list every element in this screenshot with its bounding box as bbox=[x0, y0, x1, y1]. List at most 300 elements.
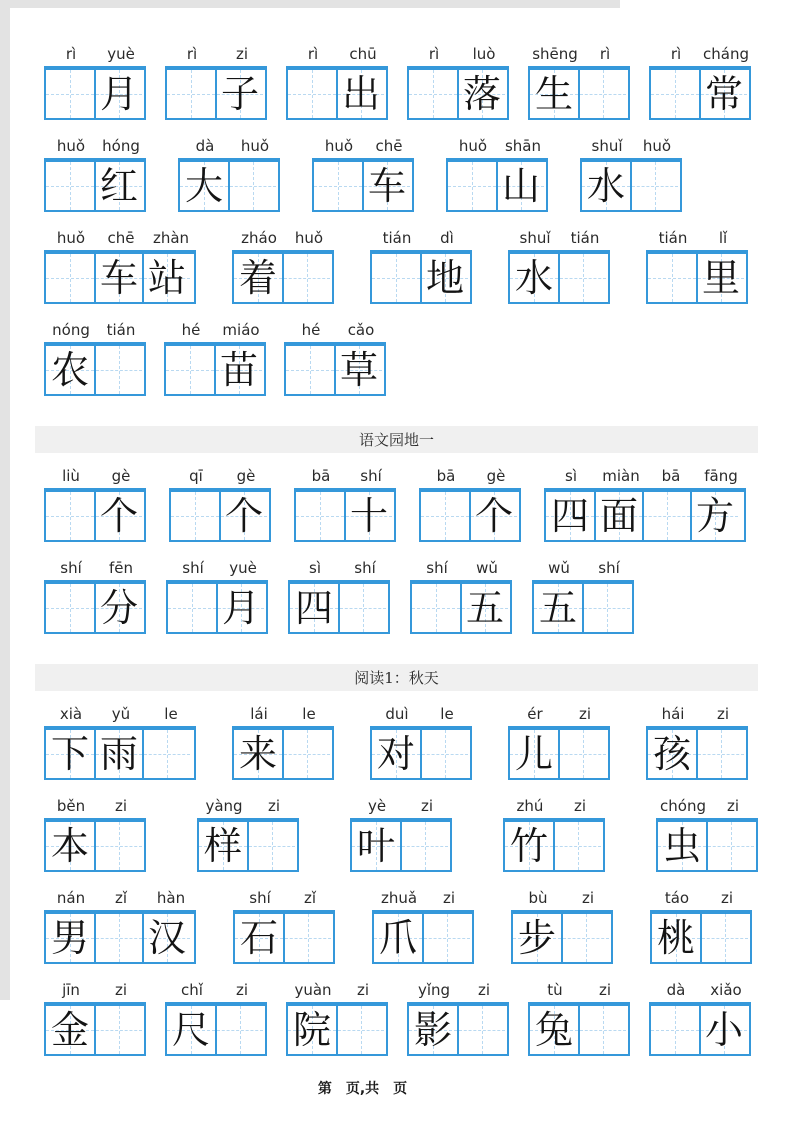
pinyin-row bbox=[169, 466, 271, 486]
empty-writing-box bbox=[314, 162, 362, 210]
character-box bbox=[374, 914, 422, 962]
pinyin-syllable: zi bbox=[581, 889, 595, 907]
character-box bbox=[94, 162, 142, 210]
pinyin-row bbox=[44, 980, 146, 1000]
pinyin-row bbox=[370, 228, 472, 248]
writing-box-group bbox=[446, 158, 548, 212]
pinyin-syllable: bù bbox=[528, 889, 548, 907]
pinyin-row bbox=[446, 136, 548, 156]
writing-box-group bbox=[508, 250, 610, 304]
writing-box-group bbox=[197, 818, 299, 872]
character-box bbox=[46, 822, 94, 870]
word-row bbox=[44, 44, 751, 120]
writing-box-group bbox=[580, 158, 682, 212]
character-box bbox=[530, 1006, 578, 1054]
pinyin-row bbox=[44, 228, 196, 248]
empty-writing-box bbox=[642, 492, 690, 540]
character-glyph: 大 bbox=[184, 164, 223, 208]
word-group bbox=[44, 558, 146, 634]
word-group bbox=[165, 44, 267, 120]
character-glyph: 尺 bbox=[171, 1008, 210, 1052]
word-row bbox=[44, 466, 746, 542]
word-group bbox=[650, 888, 752, 964]
pinyin-syllable: yuàn bbox=[294, 981, 332, 999]
empty-writing-box bbox=[338, 584, 386, 632]
writing-box-group bbox=[532, 580, 634, 634]
character-box bbox=[142, 914, 190, 962]
character-box bbox=[288, 1006, 336, 1054]
character-box bbox=[372, 730, 420, 778]
empty-writing-box bbox=[167, 70, 215, 118]
writing-box-group bbox=[44, 726, 196, 780]
pinyin-row bbox=[508, 228, 610, 248]
character-box bbox=[94, 730, 142, 778]
empty-writing-box bbox=[558, 730, 606, 778]
word-group bbox=[178, 136, 280, 212]
pinyin-syllable: sì bbox=[565, 467, 577, 485]
writing-box-group bbox=[646, 250, 748, 304]
pinyin-row bbox=[580, 136, 682, 156]
pinyin-syllable: wǔ bbox=[548, 559, 570, 577]
character-box bbox=[469, 492, 517, 540]
character-glyph: 十 bbox=[349, 494, 388, 538]
pinyin-syllable: hái bbox=[661, 705, 685, 723]
character-box bbox=[457, 70, 505, 118]
writing-box-group bbox=[370, 250, 472, 304]
pinyin-syllable: liù bbox=[62, 467, 80, 485]
word-group bbox=[232, 704, 334, 780]
character-box bbox=[46, 1006, 94, 1054]
pinyin-syllable: le bbox=[440, 705, 454, 723]
character-box bbox=[199, 822, 247, 870]
empty-writing-box bbox=[296, 492, 344, 540]
character-glyph: 个 bbox=[99, 494, 138, 538]
pinyin-syllable: shuǐ bbox=[591, 137, 623, 155]
character-box bbox=[235, 914, 283, 962]
pinyin-syllable: zi bbox=[477, 981, 491, 999]
character-glyph: 步 bbox=[517, 916, 556, 960]
empty-writing-box bbox=[420, 730, 468, 778]
character-glyph: 落 bbox=[462, 72, 501, 116]
character-box bbox=[510, 254, 558, 302]
empty-writing-box bbox=[336, 1006, 384, 1054]
character-glyph: 红 bbox=[99, 164, 138, 208]
writing-box-group bbox=[232, 726, 334, 780]
pinyin-syllable: zi bbox=[716, 705, 730, 723]
character-glyph: 儿 bbox=[514, 732, 553, 776]
writing-box-group bbox=[350, 818, 452, 872]
word-row bbox=[44, 228, 748, 304]
writing-box-group bbox=[44, 250, 196, 304]
pinyin-row bbox=[646, 704, 748, 724]
character-box bbox=[460, 584, 508, 632]
word-group bbox=[446, 136, 548, 212]
word-row bbox=[44, 320, 386, 396]
pinyin-syllable: zi bbox=[235, 981, 249, 999]
pinyin-syllable: zháo bbox=[241, 229, 277, 247]
writing-box-group bbox=[528, 66, 630, 120]
writing-box-group bbox=[370, 726, 472, 780]
empty-writing-box bbox=[46, 162, 94, 210]
word-group bbox=[511, 888, 613, 964]
pinyin-syllable: hóng bbox=[102, 137, 140, 155]
pinyin-syllable: dà bbox=[195, 137, 215, 155]
character-box bbox=[344, 492, 392, 540]
pinyin-row bbox=[44, 320, 146, 340]
pinyin-syllable: nán bbox=[56, 889, 86, 907]
word-group bbox=[656, 796, 758, 872]
character-box bbox=[582, 162, 630, 210]
word-group bbox=[649, 44, 751, 120]
word-row bbox=[44, 796, 758, 872]
empty-writing-box bbox=[696, 730, 744, 778]
empty-writing-box bbox=[46, 492, 94, 540]
pinyin-syllable: yuè bbox=[107, 45, 135, 63]
empty-writing-box bbox=[142, 730, 190, 778]
character-box bbox=[46, 914, 94, 962]
pinyin-syllable: le bbox=[164, 705, 178, 723]
character-box bbox=[215, 70, 263, 118]
pinyin-syllable: táo bbox=[664, 889, 690, 907]
writing-box-group bbox=[646, 726, 748, 780]
writing-box-group bbox=[508, 726, 610, 780]
character-box bbox=[336, 70, 384, 118]
pinyin-syllable: shí bbox=[354, 559, 376, 577]
character-glyph: 站 bbox=[147, 256, 186, 300]
pinyin-syllable: zi bbox=[267, 797, 281, 815]
character-glyph: 小 bbox=[704, 1008, 743, 1052]
pinyin-row bbox=[178, 136, 280, 156]
character-glyph: 里 bbox=[701, 256, 740, 300]
pinyin-syllable: zi bbox=[598, 981, 612, 999]
character-box bbox=[290, 584, 338, 632]
pinyin-syllable: nóng bbox=[52, 321, 90, 339]
character-glyph: 桃 bbox=[656, 916, 695, 960]
empty-writing-box bbox=[700, 914, 748, 962]
pinyin-syllable: lái bbox=[250, 705, 268, 723]
character-box bbox=[94, 254, 142, 302]
word-group bbox=[532, 558, 634, 634]
writing-box-group bbox=[44, 488, 146, 542]
word-group bbox=[44, 888, 196, 964]
writing-box-group bbox=[407, 66, 509, 120]
word-group bbox=[164, 320, 266, 396]
character-glyph: 金 bbox=[50, 1008, 89, 1052]
pinyin-row bbox=[370, 704, 472, 724]
character-box bbox=[142, 254, 190, 302]
writing-box-group bbox=[178, 158, 280, 212]
empty-writing-box bbox=[553, 822, 601, 870]
character-glyph: 个 bbox=[474, 494, 513, 538]
page-edge-shadow-top bbox=[0, 0, 620, 8]
character-box bbox=[352, 822, 400, 870]
pinyin-syllable: zi bbox=[442, 889, 456, 907]
word-group bbox=[232, 228, 334, 304]
empty-writing-box bbox=[558, 254, 606, 302]
character-box bbox=[46, 346, 94, 394]
word-row bbox=[44, 888, 752, 964]
word-group bbox=[165, 980, 267, 1056]
character-box bbox=[594, 492, 642, 540]
pinyin-syllable: rì bbox=[670, 45, 682, 63]
character-glyph: 月 bbox=[99, 72, 138, 116]
pinyin-syllable: lǐ bbox=[718, 229, 728, 247]
word-group bbox=[44, 228, 196, 304]
writing-box-group bbox=[288, 580, 390, 634]
page-edge-shadow-left bbox=[0, 0, 10, 1000]
pinyin-syllable: yàng bbox=[205, 797, 243, 815]
pinyin-syllable: huǒ bbox=[642, 137, 672, 155]
pinyin-syllable: shuǐ bbox=[519, 229, 551, 247]
character-glyph: 常 bbox=[704, 72, 743, 116]
character-box bbox=[652, 914, 700, 962]
pinyin-row bbox=[649, 980, 751, 1000]
character-glyph: 兔 bbox=[534, 1008, 573, 1052]
character-glyph: 水 bbox=[514, 256, 553, 300]
word-group bbox=[646, 704, 748, 780]
pinyin-syllable: zi bbox=[235, 45, 249, 63]
character-box bbox=[699, 1006, 747, 1054]
pinyin-syllable: zi bbox=[420, 797, 434, 815]
pinyin-row bbox=[646, 228, 748, 248]
writing-box-group bbox=[44, 818, 146, 872]
pinyin-syllable: yǔ bbox=[111, 705, 131, 723]
pinyin-syllable: tián bbox=[382, 229, 412, 247]
empty-writing-box bbox=[286, 346, 334, 394]
empty-writing-box bbox=[46, 584, 94, 632]
writing-box-group bbox=[232, 250, 334, 304]
word-group bbox=[44, 320, 146, 396]
empty-writing-box bbox=[409, 70, 457, 118]
character-box bbox=[234, 254, 282, 302]
character-glyph: 样 bbox=[203, 824, 242, 868]
pinyin-syllable: shí bbox=[360, 467, 382, 485]
pinyin-syllable: fāng bbox=[704, 467, 738, 485]
word-group bbox=[419, 466, 521, 542]
character-glyph: 苗 bbox=[219, 348, 258, 392]
word-group bbox=[649, 980, 751, 1056]
pinyin-syllable: zi bbox=[356, 981, 370, 999]
pinyin-syllable: miàn bbox=[602, 467, 640, 485]
pinyin-syllable: tián bbox=[106, 321, 136, 339]
pinyin-syllable: rì bbox=[186, 45, 198, 63]
word-group bbox=[407, 980, 509, 1056]
empty-writing-box bbox=[422, 914, 470, 962]
word-group bbox=[508, 228, 610, 304]
character-box bbox=[94, 584, 142, 632]
pinyin-syllable: rì bbox=[65, 45, 77, 63]
pinyin-syllable: zǐ bbox=[114, 889, 128, 907]
character-glyph: 农 bbox=[50, 348, 89, 392]
pinyin-syllable: shān bbox=[504, 137, 542, 155]
character-glyph: 爪 bbox=[378, 916, 417, 960]
pinyin-syllable: fēn bbox=[108, 559, 134, 577]
pinyin-syllable: huǒ bbox=[324, 137, 354, 155]
pinyin-syllable: tù bbox=[547, 981, 563, 999]
character-box bbox=[219, 492, 267, 540]
word-group bbox=[646, 228, 748, 304]
pinyin-syllable: chē bbox=[107, 229, 135, 247]
empty-writing-box bbox=[94, 1006, 142, 1054]
pinyin-row bbox=[44, 558, 146, 578]
character-glyph: 生 bbox=[534, 72, 573, 116]
pinyin-syllable: zǐ bbox=[303, 889, 317, 907]
pinyin-syllable: bā bbox=[311, 467, 331, 485]
pinyin-row bbox=[286, 44, 388, 64]
pinyin-syllable: dà bbox=[666, 981, 686, 999]
writing-box-group bbox=[511, 910, 613, 964]
worksheet-page bbox=[10, 8, 793, 1122]
page-footer: 第 页,共 页 bbox=[317, 1081, 408, 1097]
pinyin-syllable: chǐ bbox=[181, 981, 203, 999]
word-group bbox=[372, 888, 474, 964]
pinyin-row bbox=[232, 228, 334, 248]
writing-box-group bbox=[44, 1002, 146, 1056]
character-glyph: 四 bbox=[294, 586, 333, 630]
character-box bbox=[180, 162, 228, 210]
pinyin-row bbox=[350, 796, 452, 816]
pinyin-row bbox=[407, 44, 509, 64]
word-group bbox=[508, 704, 610, 780]
pinyin-syllable: zi bbox=[720, 889, 734, 907]
word-group bbox=[503, 796, 605, 872]
empty-writing-box bbox=[578, 1006, 626, 1054]
writing-box-group bbox=[650, 910, 752, 964]
worksheet-body bbox=[10, 8, 793, 1072]
empty-writing-box bbox=[288, 70, 336, 118]
word-row bbox=[44, 704, 748, 780]
character-box bbox=[167, 1006, 215, 1054]
writing-box-group bbox=[286, 1002, 388, 1056]
pinyin-syllable: zhú bbox=[516, 797, 544, 815]
character-glyph: 地 bbox=[425, 256, 464, 300]
word-group bbox=[350, 796, 452, 872]
empty-writing-box bbox=[283, 914, 331, 962]
pinyin-row bbox=[508, 704, 610, 724]
pinyin-row bbox=[232, 704, 334, 724]
pinyin-row bbox=[284, 320, 386, 340]
pinyin-syllable: ér bbox=[527, 705, 543, 723]
writing-box-group bbox=[649, 1002, 751, 1056]
pinyin-syllable: huǒ bbox=[56, 137, 86, 155]
pinyin-row bbox=[528, 980, 630, 1000]
pinyin-row bbox=[407, 980, 509, 1000]
word-group bbox=[410, 558, 512, 634]
character-box bbox=[46, 730, 94, 778]
pinyin-row bbox=[233, 888, 335, 908]
character-glyph: 竹 bbox=[509, 824, 548, 868]
pinyin-syllable: xià bbox=[59, 705, 83, 723]
word-row bbox=[44, 980, 751, 1056]
character-glyph: 水 bbox=[586, 164, 625, 208]
empty-writing-box bbox=[46, 254, 94, 302]
empty-writing-box bbox=[228, 162, 276, 210]
writing-box-group bbox=[44, 580, 146, 634]
pinyin-syllable: hé bbox=[181, 321, 201, 339]
writing-box-group bbox=[419, 488, 521, 542]
pinyin-syllable: zi bbox=[573, 797, 587, 815]
empty-writing-box bbox=[630, 162, 678, 210]
word-group bbox=[288, 558, 390, 634]
word-group bbox=[286, 44, 388, 120]
pinyin-syllable: gè bbox=[111, 467, 131, 485]
pinyin-row bbox=[286, 980, 388, 1000]
writing-box-group bbox=[44, 342, 146, 396]
pinyin-syllable: xiǎo bbox=[710, 981, 742, 999]
writing-box-group bbox=[294, 488, 396, 542]
word-group bbox=[544, 466, 746, 542]
pinyin-syllable: zhuǎ bbox=[380, 889, 418, 907]
character-glyph: 院 bbox=[292, 1008, 331, 1052]
writing-box-group bbox=[284, 342, 386, 396]
character-glyph: 着 bbox=[238, 256, 277, 300]
pinyin-syllable: le bbox=[302, 705, 316, 723]
character-glyph: 车 bbox=[367, 164, 406, 208]
empty-writing-box bbox=[706, 822, 754, 870]
character-glyph: 孩 bbox=[652, 732, 691, 776]
character-box bbox=[510, 730, 558, 778]
character-glyph: 汉 bbox=[147, 916, 186, 960]
character-glyph: 四 bbox=[550, 494, 589, 538]
word-group bbox=[166, 558, 268, 634]
character-glyph: 个 bbox=[224, 494, 263, 538]
character-glyph: 对 bbox=[376, 732, 415, 776]
pinyin-row bbox=[503, 796, 605, 816]
character-box bbox=[505, 822, 553, 870]
word-group bbox=[312, 136, 414, 212]
writing-box-group bbox=[165, 1002, 267, 1056]
pinyin-syllable: cháng bbox=[703, 45, 749, 63]
character-glyph: 子 bbox=[220, 72, 259, 116]
writing-box-group bbox=[312, 158, 414, 212]
pinyin-syllable: cǎo bbox=[347, 321, 375, 339]
pinyin-row bbox=[166, 558, 268, 578]
pinyin-syllable: zi bbox=[114, 797, 128, 815]
word-group bbox=[233, 888, 335, 964]
pinyin-row bbox=[656, 796, 758, 816]
writing-box-group bbox=[286, 66, 388, 120]
pinyin-syllable: tián bbox=[570, 229, 600, 247]
empty-writing-box bbox=[582, 584, 630, 632]
empty-writing-box bbox=[372, 254, 420, 302]
pinyin-syllable: shí bbox=[598, 559, 620, 577]
character-glyph: 叶 bbox=[356, 824, 395, 868]
writing-box-group bbox=[656, 818, 758, 872]
pinyin-syllable: shēng bbox=[532, 45, 578, 63]
character-box bbox=[648, 730, 696, 778]
pinyin-syllable: yuè bbox=[229, 559, 257, 577]
pinyin-syllable: shí bbox=[426, 559, 448, 577]
empty-writing-box bbox=[166, 346, 214, 394]
pinyin-syllable: hé bbox=[301, 321, 321, 339]
character-glyph: 来 bbox=[238, 732, 277, 776]
pinyin-syllable: sì bbox=[309, 559, 321, 577]
pinyin-row bbox=[44, 704, 196, 724]
writing-box-group bbox=[233, 910, 335, 964]
character-glyph: 五 bbox=[465, 586, 504, 630]
pinyin-syllable: rì bbox=[599, 45, 611, 63]
word-group bbox=[44, 44, 146, 120]
empty-writing-box bbox=[457, 1006, 505, 1054]
pinyin-syllable: tián bbox=[658, 229, 688, 247]
pinyin-row bbox=[44, 466, 146, 486]
character-box bbox=[94, 70, 142, 118]
word-group bbox=[286, 980, 388, 1056]
character-box bbox=[530, 70, 578, 118]
pinyin-row bbox=[419, 466, 521, 486]
pinyin-syllable: duì bbox=[385, 705, 409, 723]
empty-writing-box bbox=[215, 1006, 263, 1054]
